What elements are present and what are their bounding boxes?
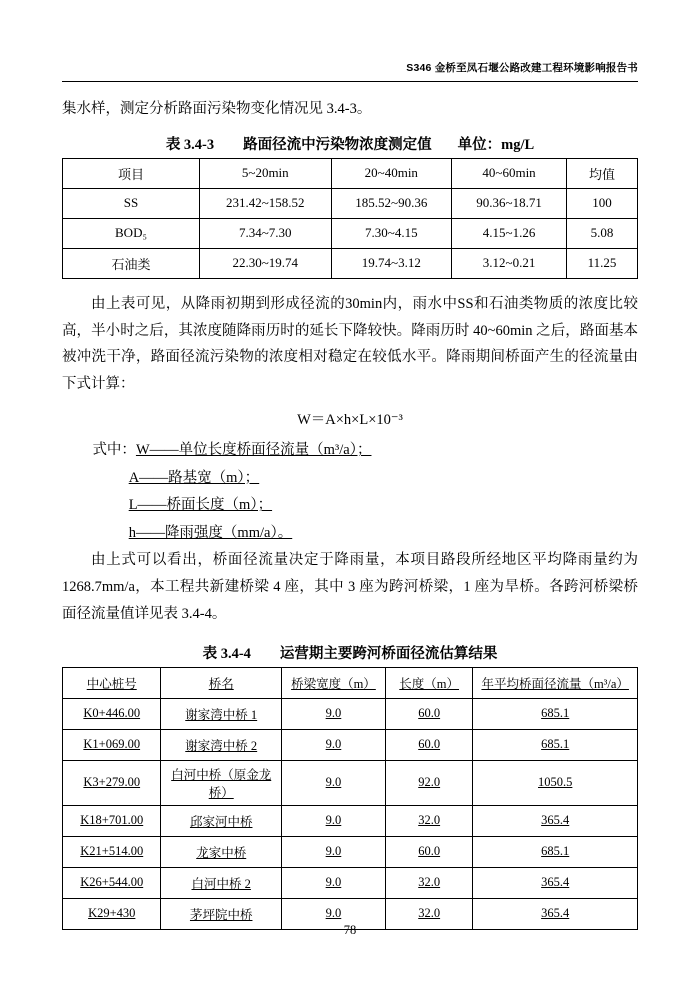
table2-cell [281, 867, 385, 898]
table1-header-cell: 项目 [63, 158, 200, 188]
table2-caption: 表 3.4-4 运营期主要跨河桥面径流估算结果 [202, 645, 498, 662]
table1-caption [62, 133, 638, 154]
table2-cell-text: K21+514.00 [80, 844, 144, 859]
table2-cell [385, 760, 472, 805]
table1-cell: 100 [567, 188, 638, 218]
formula-legend-line: A——路基宽（m）； [128, 469, 260, 486]
table2-cell [473, 729, 638, 760]
table-header-row [63, 158, 638, 188]
table2-header-cell [385, 667, 472, 698]
table1-cell: 7.34~7.30 [200, 218, 332, 248]
runoff-formula: W＝A×h×L×10⁻³ [297, 412, 403, 429]
table2-header-text: 中心桩号 [86, 676, 137, 691]
bridge-runoff-paragraph: 由上式可以看出，桥面径流量决定于降雨量，本项目路段所经地区平均降雨量约为1268.7mm/a，本工程共新建桥梁 4 座，其中 3 座为跨河桥梁，1 座为旱桥。各跨河桥梁桥面径流量值详见表 3.4-4。 [62, 552, 638, 622]
table2-cell [63, 805, 161, 836]
table2-cell-text: 9.0 [325, 906, 342, 921]
table1-header-cell: 5~20min [200, 158, 332, 188]
table2-cell-text: 32.0 [418, 813, 441, 828]
table1-cell: 231.42~158.52 [200, 188, 332, 218]
table2-cell-text: 谢家湾中桥 1 [185, 707, 258, 722]
table2-cell-text: 白河中桥（原金龙桥） [171, 767, 272, 800]
table2-cell-text: 白河中桥 2 [191, 876, 251, 891]
formula-legend-line [62, 437, 638, 465]
table2-cell-text: K0+446.00 [83, 706, 141, 721]
table2-cell-text: 685.1 [541, 706, 570, 721]
table1-cell: 185.52~90.36 [331, 188, 452, 218]
table2-header-cell [473, 667, 638, 698]
table2-cell-text: 60.0 [418, 737, 441, 752]
table2-cell [473, 836, 638, 867]
table2-cell [63, 867, 161, 898]
table2-header-cell [281, 667, 385, 698]
table2-cell [385, 836, 472, 867]
table-row [63, 836, 638, 867]
table1-caption-text: 表 3.4-3 路面径流中污染物浓度测定值 [165, 136, 432, 153]
table2-cell [161, 729, 282, 760]
analysis-paragraph: 由上表可见，从降雨初期到形成径流的30min内，雨水中SS和石油类物质的浓度比较高，半小时之后，其浓度随降雨历时的延长下降较快。降雨历时 40~60min 之后，路面基本被冲洗干净，路面径流污染物的浓度相对稳定在较低水平。降雨期间桥面产生的径流量由下式计算： [62, 295, 638, 393]
table-row [63, 248, 638, 278]
table2-cell-text: K26+544.00 [80, 875, 144, 890]
formula-legend-line: L——桥面长度（m）； [128, 497, 273, 514]
table2-cell-text: 9.0 [325, 737, 342, 752]
pollutant-concentration-table [62, 158, 638, 279]
table2-cell [385, 729, 472, 760]
table1-cell: 90.36~18.71 [452, 188, 567, 218]
table1-cell: 5.08 [567, 218, 638, 248]
formula-legend-item: W——单位长度桥面径流量（m³/a）； [135, 442, 372, 459]
table2-cell-text: 9.0 [325, 706, 342, 721]
table2-header-text: 年平均桥面径流量（m³/a） [481, 676, 629, 691]
table2-cell-text: 365.4 [541, 875, 570, 890]
table-row [63, 805, 638, 836]
table1-header-cell: 均值 [567, 158, 638, 188]
table2-header-text: 桥梁宽度（m） [291, 676, 376, 691]
table2-cell-text: 茅坪院中桥 [189, 907, 253, 922]
table2-cell-text: 365.4 [541, 906, 570, 921]
table1-cell: 7.30~4.15 [331, 218, 452, 248]
table2-cell-text: K29+430 [88, 906, 136, 921]
table2-cell-text: K18+701.00 [80, 813, 144, 828]
formula-legend-line: h——降雨强度（mm/a）。 [128, 524, 293, 541]
table2-cell-text: K3+279.00 [83, 775, 141, 790]
table2-cell-text: 365.4 [541, 813, 570, 828]
table2-cell-text: 龙家中桥 [196, 845, 247, 860]
table2-cell-text: K1+069.00 [83, 737, 141, 752]
table-row [63, 760, 638, 805]
table2-cell-text: 1050.5 [538, 775, 573, 790]
table2-cell [281, 760, 385, 805]
table2-cell [385, 867, 472, 898]
table2-cell [161, 867, 282, 898]
table1-cell: 22.30~19.74 [200, 248, 332, 278]
table1-cell: 石油类 [63, 248, 200, 278]
table1-cell: SS [63, 188, 200, 218]
table2-cell-text: 92.0 [418, 775, 441, 790]
table2-cell [281, 698, 385, 729]
table2-cell-text: 9.0 [325, 775, 342, 790]
table1-cell: 4.15~1.26 [452, 218, 567, 248]
table2-cell [161, 760, 282, 805]
table2-cell [473, 805, 638, 836]
table2-cell-text: 60.0 [418, 844, 441, 859]
table2-cell [385, 698, 472, 729]
table-row [63, 698, 638, 729]
table2-cell-text: 9.0 [325, 875, 342, 890]
table2-cell-text: 685.1 [541, 737, 570, 752]
table2-cell [385, 805, 472, 836]
table2-cell [63, 760, 161, 805]
bridge-runoff-table [62, 667, 638, 930]
table-row [63, 867, 638, 898]
intro-paragraph: 集水样，测定分析路面污染物变化情况见 3.4-3。 [62, 101, 372, 117]
table2-cell [281, 805, 385, 836]
table2-header-text: 长度（m） [399, 676, 460, 691]
table1-cell: 11.25 [567, 248, 638, 278]
table-row [63, 729, 638, 760]
table2-cell [161, 836, 282, 867]
formula-legend-label: 式中： [92, 442, 136, 459]
table2-cell [161, 805, 282, 836]
table-row [63, 188, 638, 218]
table2-cell [161, 698, 282, 729]
table2-cell [281, 729, 385, 760]
table2-header-text: 桥名 [208, 676, 234, 691]
table1-unit: 单位：mg/L [457, 136, 535, 153]
table2-header-cell [63, 667, 161, 698]
table1-cell: BOD₅ [63, 218, 200, 248]
table2-cell-text: 685.1 [541, 844, 570, 859]
table2-cell-text: 32.0 [418, 875, 441, 890]
table2-cell-text: 9.0 [325, 813, 342, 828]
table1-cell: 3.12~0.21 [452, 248, 567, 278]
table1-header-cell: 20~40min [331, 158, 452, 188]
table2-cell [473, 760, 638, 805]
table2-cell [63, 729, 161, 760]
table2-cell [473, 867, 638, 898]
table-row [63, 218, 638, 248]
header-divider [62, 81, 638, 82]
table1-header-cell: 40~60min [452, 158, 567, 188]
page-number: 78 [343, 923, 357, 937]
table2-cell-text: 谢家湾中桥 2 [185, 738, 258, 753]
table2-cell-text: 9.0 [325, 844, 342, 859]
table2-cell-text: 32.0 [418, 906, 441, 921]
table2-cell-text: 邱家河中桥 [189, 814, 253, 829]
table2-cell [63, 836, 161, 867]
table2-cell [281, 836, 385, 867]
table1-cell: 19.74~3.12 [331, 248, 452, 278]
table-header-row [63, 667, 638, 698]
page-header: S346 金桥至凤石堰公路改建工程环境影响报告书 [406, 62, 638, 74]
table2-cell [473, 698, 638, 729]
table2-header-cell [161, 667, 282, 698]
table2-cell [63, 698, 161, 729]
table2-cell-text: 60.0 [418, 706, 441, 721]
